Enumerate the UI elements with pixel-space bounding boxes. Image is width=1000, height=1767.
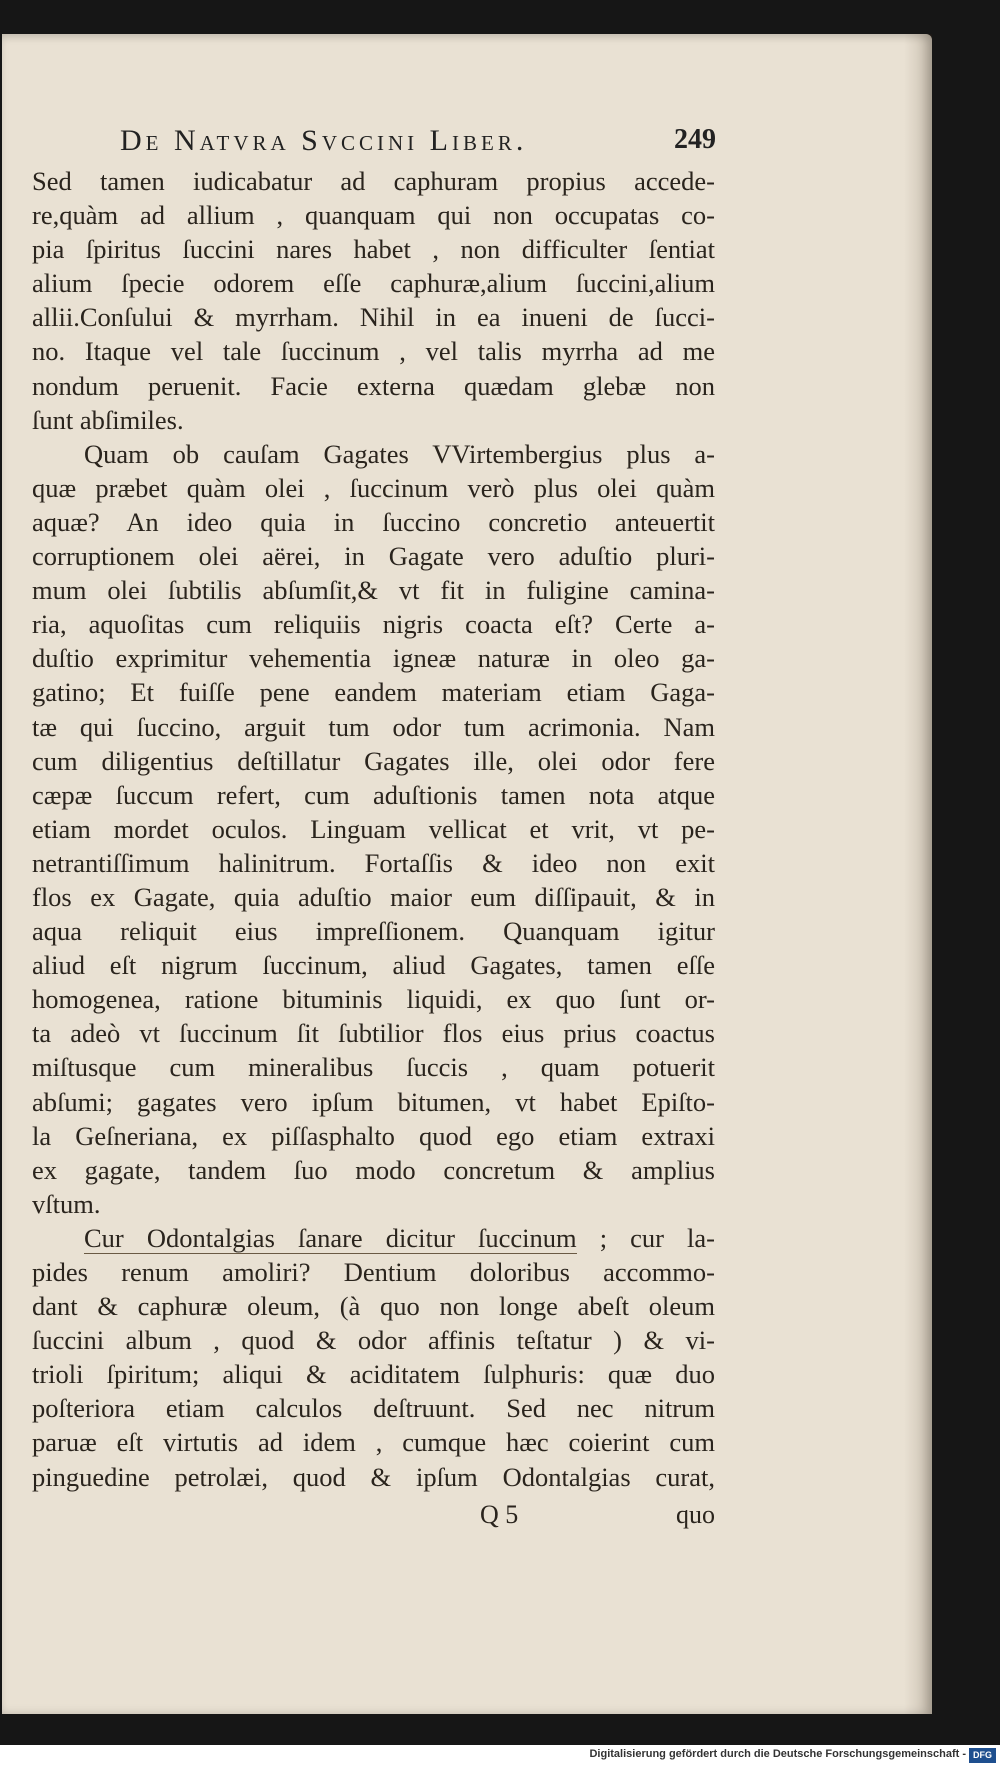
text-line: Quam ob cauſam Gagates VVirtembergius plus a- — [84, 438, 715, 469]
text-line: ſuccini album , quod & odor affinis teſtatur ) & vi- — [32, 1325, 715, 1356]
underlined-phrase: Cur Odontalgias ſanare dicitur ſuccinum — [84, 1222, 577, 1253]
text-line: gatino; Et fuiſſe pene eandem materiam etiam Gaga- — [32, 677, 715, 708]
digitization-footer — [0, 1745, 1000, 1767]
running-title: De Natvra Svccini Liber. — [120, 124, 528, 157]
signature-mark: Q 5 — [480, 1500, 519, 1529]
text-line: quæ præbet quàm olei , ſuccinum verò plus olei quàm — [32, 472, 715, 503]
catchword: quo — [676, 1500, 715, 1529]
text-line: vſtum. — [32, 1188, 101, 1219]
text-line: mum olei ſubtilis abſumſit,& vt fit in fuligine camina- — [32, 575, 715, 606]
text-line: etiam mordet oculos. Linguam vellicat et vrit, vt pe- — [32, 813, 715, 844]
digitization-credit: Digitalisierung gefördert durch die Deutsche Forschungsgemeinschaft - — [589, 1748, 966, 1760]
text-line: miſtusque cum mineralibus ſuccis , quam potuerit — [32, 1052, 715, 1083]
text-line: pia ſpiritus ſuccini nares habet , non difficulter ſentiat — [32, 234, 715, 265]
book-page — [2, 34, 932, 1714]
text-line: alium ſpecie odorem eſſe caphuræ,alium ſuccini,alium — [32, 268, 715, 299]
text-line: abſumi; gagates vero ipſum bitumen, vt habet Epiſto- — [32, 1086, 715, 1117]
page-number: 249 — [674, 124, 716, 155]
text-line: tæ qui ſuccino, arguit tum odor tum acrimonia. Nam — [32, 711, 715, 742]
text-line: ta adeò vt ſuccinum ſit ſubtilior flos eius prius coactus — [32, 1018, 715, 1049]
text-line: nondum peruenit. Facie externa quædam glebæ non — [32, 370, 715, 401]
text-line: ſunt abſimiles. — [32, 404, 184, 435]
text-line: flos ex Gagate, quia aduſtio maior eum diſſipauit, & in — [32, 881, 715, 912]
text-line — [32, 1221, 715, 1255]
text-line: trioli ſpiritum; aliqui & aciditatem ſulphuris: quæ duo — [32, 1359, 715, 1390]
text-line: ria, aquoſitas cum reliquiis nigris coacta eſt? Certe a- — [32, 609, 715, 640]
footer-marks — [32, 1500, 715, 1536]
text-line: aliud eſt nigrum ſuccinum, aliud Gagates, tamen eſſe — [32, 950, 715, 981]
text-line: cæpæ ſuccum refert, cum aduſtionis tamen nota atque — [32, 779, 715, 810]
text-line: homogenea, ratione bituminis liquidi, ex quo ſunt or- — [32, 984, 715, 1015]
text-line: paruæ eſt virtutis ad idem , cumque hæc coierint cum — [32, 1427, 715, 1458]
text-line: aquæ? An ideo quia in ſuccino concretio anteuertit — [32, 506, 715, 537]
text-line: ex gagate, tandem ſuo modo concretum & amplius — [32, 1154, 715, 1185]
text-line: netrantiſſimum halinitrum. Fortaſſis & ideo non exit — [32, 847, 715, 878]
text-line: duſtio exprimitur vehementia igneæ naturæ in oleo ga- — [32, 643, 715, 674]
text-line: aqua reliquit eius impreſſionem. Quanquam igitur — [32, 916, 715, 947]
text-line: allii.Conſului & myrrham. Nihil in ea inueni de ſucci- — [32, 302, 715, 333]
text-line: no. Itaque vel tale ſuccinum , vel talis myrrha ad me — [32, 336, 715, 367]
text-line: re,quàm ad allium , quanquam qui non occupatas co- — [32, 200, 715, 231]
text-line: dant & caphuræ oleum, (à quo non longe abeſt oleum — [32, 1291, 715, 1322]
dfg-logo-icon: DFG — [969, 1748, 996, 1763]
line-remainder: ; cur la- — [576, 1222, 715, 1253]
text-line: cum diligentius deſtillatur Gagates ille, olei odor fere — [32, 745, 715, 776]
text-line: la Geſneriana, ex piſſasphalto quod ego etiam extraxi — [32, 1120, 715, 1151]
text-line: Sed tamen iudicabatur ad caphuram propius accede- — [32, 166, 715, 196]
text-line: pinguedine petrolæi, quod & ipſum Odontalgias curat, — [32, 1461, 715, 1492]
text-line: pides renum amoliri? Dentium doloribus accommo- — [32, 1257, 715, 1287]
text-line: corruptionem olei aërei, in Gagate vero aduſtio pluri- — [32, 541, 715, 572]
body-text — [32, 164, 715, 1494]
text-line: poſteriora etiam calculos deſtruunt. Sed nec nitrum — [32, 1393, 715, 1424]
